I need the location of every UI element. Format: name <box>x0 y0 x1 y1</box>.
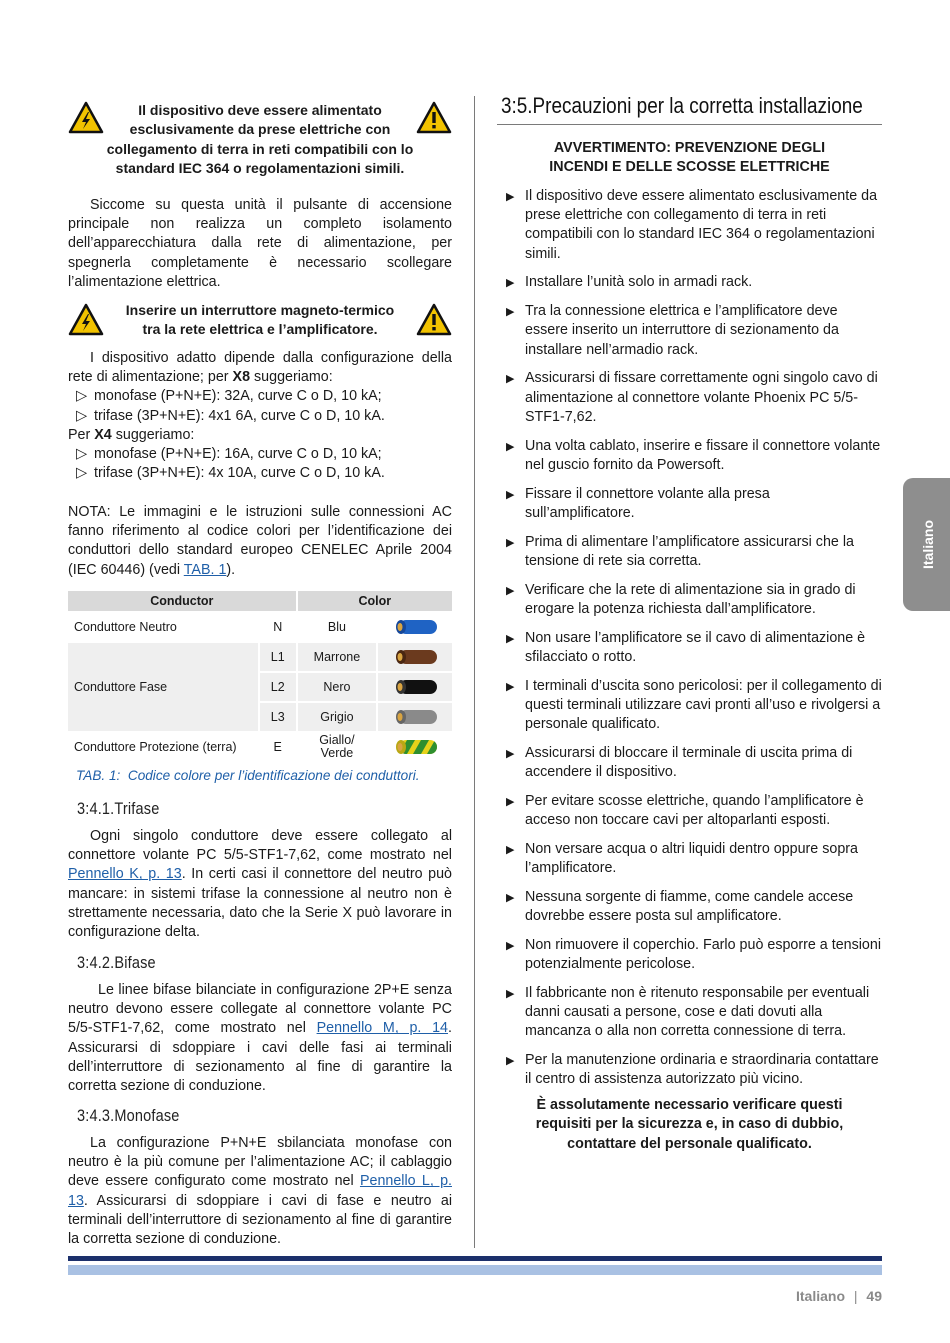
bullet-arrow-icon: ▶ <box>506 306 515 319</box>
bullet-arrow-icon: ▶ <box>506 191 515 203</box>
table-caption: TAB. 1: Codice colore per l’identificazione dei conduttori. <box>76 768 420 783</box>
triangle-bullet-icon: ▷ <box>76 407 87 424</box>
grey-cable-icon <box>393 708 437 726</box>
list-item: ▶ Non rimuovere il coperchio. Farlo può esporre a tensioni potenzialmente pericolose. <box>506 936 882 973</box>
monofase-paragraph: La configurazione P+N+E sbilanciata monofase con neutro è la più comune per l’alimentazione AC; il cablaggio deve essere configurato come mostrato nel Pennello L, p. 13. Assicurarsi di sdoppiare i cavi di fase e neutro ai terminali dell’interruttore di sezionamento al fine di garantire la corretta sezione di conduzione. <box>68 1135 452 1248</box>
final-safety-note: È assolutamente necessario verificare questi requisiti per la sicurezza e, in caso di dubbio, contattare del personale qualificato. <box>535 1097 844 1152</box>
bullet-arrow-icon: ▶ <box>506 440 515 453</box>
footer-language: Italiano <box>795 1288 845 1304</box>
electric-hazard-icon <box>68 303 104 336</box>
section-title-precauzioni: 3:5.Precauzioni per la corretta installazione <box>501 93 863 118</box>
x4-list <box>68 445 452 483</box>
table-row: L3 Grigio <box>68 703 452 731</box>
bullet-arrow-icon: ▶ <box>506 987 515 1000</box>
list-item: ▶ Il fabbricante non è ritenuto responsabile per eventuali danni causati a persone, cose e dati dovuti alla mancanza o alla non corretta connessione di terra. <box>506 984 870 1040</box>
table-header: Color <box>298 591 452 611</box>
list-item: ▷ monofase (P+N+E): 16A, curve C o D, 10 kA; <box>68 445 452 464</box>
nota-paragraph: NOTA: Le immagini e le istruzioni sulle connessioni AC fanno riferimento al codice colori per l’identificazione dei conduttori dello standard europeo CENELEC Aprile 2004 (IEC 60446) (vedi TAB. 1). <box>68 504 452 578</box>
table-row: L2 Nero <box>68 673 452 701</box>
power-switch-paragraph: Siccome su questa unità il pulsante di accensione principale non realizza un completo isolamento dell’apparecchiatura dalla rete di alimentazione, per spegnerla completamente è necessario scollegare l’alimentazione elettrica. <box>68 197 452 290</box>
bullet-arrow-icon: ▶ <box>506 747 515 760</box>
yellow-green-cable-icon <box>393 738 437 756</box>
bullet-arrow-icon: ▶ <box>506 680 515 693</box>
bullet-arrow-icon: ▶ <box>506 488 515 501</box>
bullet-arrow-icon: ▶ <box>506 795 515 808</box>
bullet-arrow-icon: ▶ <box>506 536 515 549</box>
pennello-m-link[interactable]: Pennello M, p. 14 <box>316 1020 448 1037</box>
triangle-bullet-icon: ▷ <box>76 446 87 463</box>
list-item: ▶ Una volta cablato, inserire e fissare il connettore volante nel guscio fornito da Powersoft. <box>506 437 881 473</box>
bullet-arrow-icon: ▶ <box>506 891 515 904</box>
x8-list <box>68 387 452 425</box>
bullet-arrow-icon: ▶ <box>506 1055 515 1068</box>
column-divider <box>474 96 475 1248</box>
page-footer <box>796 1288 882 1304</box>
trifase-paragraph: Ogni singolo conduttore deve essere collegato al connettore volante PC 5/5-STF1-7,62, come mostrato nel Pennello K, p. 13. In certi casi il connettore del neutro può mancare: in sistemi trifase la connessione al neutro non è strettamente necessaria, dato che la Serie X può lavorare in configurazione delta. <box>68 828 452 941</box>
conductor-color-table <box>66 589 454 763</box>
list-item: ▶ Installare l’unità solo in armadi rack. <box>506 273 882 292</box>
bullet-arrow-icon: ▶ <box>506 584 515 597</box>
triangle-bullet-icon: ▷ <box>76 465 87 482</box>
list-item: ▶ Prima di alimentare l’amplificatore assicurarsi che la tensione di rete sia corretta. <box>506 533 854 569</box>
list-item: ▶ Non versare acqua o altri liquidi dentro oppure sopra l’amplificatore. <box>506 840 858 877</box>
page-number: 49 <box>866 1288 882 1304</box>
table-row: Conduttore Fase L1 Marrone <box>68 643 452 671</box>
section-title-bifase: 3:4.2.Bifase <box>77 954 156 972</box>
section-title-monofase: 3:4.3.Monofase <box>77 1107 180 1125</box>
list-item: ▶ Verificare che la rete di alimentazione sia in grado di erogare la potenza richiesta dall’amplificatore. <box>506 581 856 617</box>
black-cable-icon <box>393 678 437 696</box>
list-item: ▶ I terminali d’uscita sono pericolosi: per il collegamento di questi terminali utilizzare cavi pronti all’uso e rivolgersi a personale qualificato. <box>506 677 882 733</box>
list-item: ▶ Per evitare scosse elettriche, quando l’amplificatore è acceso non toccare cavi per altoparlanti esposti. <box>506 792 864 829</box>
warning-title: AVVERTIMENTO: PREVENZIONE DEGLI INCENDI E DELLE SCOSSE ELETTRICHE <box>549 140 830 176</box>
bullet-arrow-icon: ▶ <box>506 843 515 856</box>
device-suggestion: I dispositivo adatto dipende dalla configurazione della rete di alimentazione; per X8 suggeriamo: ▷ monofase (P+N+E): 32A, curve C o D, 10 kA; ▷ trifase (3P+N+E): 4x1 6A, curve C o D, 10 kA. Per X4 suggeriamo: ▷ monofase (P+N+E): 16A, curve C o D, 10 kA; ▷ trifase (3P+N+E): 4x 10A, curve C o D, 10 kA. <box>68 349 452 483</box>
list-item: ▶ Il dispositivo deve essere alimentato esclusivamente da prese elettriche con collegamento di terra in reti compatibili con lo standard IEC 364 o regolamentazioni simili. <box>506 188 878 262</box>
bullet-arrow-icon: ▶ <box>506 939 515 952</box>
list-item: ▶ Per la manutenzione ordinaria e straordinaria contattare il centro di assistenza autorizzato più vicino. <box>506 1052 879 1088</box>
bifase-paragraph: Le linee bifase bilanciate in configurazione 2P+E senza neutro devono essere collegate al connettore volante PC 5/5-STF1-7,62, come mostrato nel Pennello M, p. 14. Assicurarsi di sdoppiare i cavi delle fasi ai terminali dell’interruttore di sezionamento al fine di garantire la corretta sezione di conduzione. <box>68 982 452 1095</box>
warning-icon <box>416 303 452 336</box>
bullet-arrow-icon: ▶ <box>506 632 515 645</box>
bullet-arrow-icon: ▶ <box>506 277 515 290</box>
list-item: ▶ Assicurarsi di fissare correttamente ogni singolo cavo di alimentazione al connettore volante Phoenix PC 5/5-STF1-7,62. <box>506 370 878 425</box>
warning-breaker: Inserire un interruttore magneto-termico tra la rete elettrica e l’amplificatore. <box>125 302 395 338</box>
language-side-tab[interactable]: Italiano <box>903 478 950 611</box>
section-title-underline <box>497 124 882 125</box>
footer-separator: | <box>853 1288 858 1304</box>
blue-cable-icon <box>393 618 437 636</box>
pennello-k-link[interactable]: Pennello K, p. 13 <box>68 866 182 883</box>
table-row: Conduttore Protezione (terra) E Giallo/ Verde <box>68 733 452 761</box>
brown-cable-icon <box>393 648 437 666</box>
list-item: ▶ Nessuna sorgente di fiamme, come candele accese dovrebbe essere posta sul amplificatore. <box>506 888 854 925</box>
list-item: ▷ trifase (3P+N+E): 4x 10A, curve C o D, 10 kA. <box>68 464 452 483</box>
list-item: ▶ Fissare il connettore volante alla presa sull’amplificatore. <box>506 485 770 521</box>
footer-bar-dark <box>68 1256 882 1261</box>
footer-bar-light <box>68 1265 882 1275</box>
list-item: ▶ Non usare l’amplificatore se il cavo di alimentazione è sfilacciato o rotto. <box>506 629 866 665</box>
table-row: Conduttore Neutro N Blu <box>68 613 452 641</box>
table-header: Conductor <box>68 591 296 611</box>
tab1-link[interactable]: TAB. 1 <box>183 561 227 578</box>
list-item: ▶ Tra la connessione elettrica e l’amplificatore deve essere inserito un interruttore di sezionamento da installare nell’armadio rack. <box>506 303 839 358</box>
precautions-list <box>506 187 882 1099</box>
section-title-trifase: 3:4.1.Trifase <box>77 800 160 818</box>
warning-grounding: Il dispositivo deve essere alimentato esclusivamente da prese elettriche con collegamento di terra in reti compatibili con lo standard IEC 364 o regolamentazioni simili. <box>106 102 414 176</box>
list-item: ▶ Assicurarsi di bloccare il terminale di uscita prima di accendere il dispositivo. <box>506 744 853 781</box>
list-item: ▷ monofase (P+N+E): 32A, curve C o D, 10 kA; <box>68 387 452 406</box>
pennello-l-link[interactable]: Pennello L, p. 13 <box>68 1173 452 1209</box>
list-item: ▷ trifase (3P+N+E): 4x1 6A, curve C o D, 10 kA. <box>68 407 452 426</box>
bullet-arrow-icon: ▶ <box>506 373 515 386</box>
triangle-bullet-icon: ▷ <box>76 388 87 405</box>
